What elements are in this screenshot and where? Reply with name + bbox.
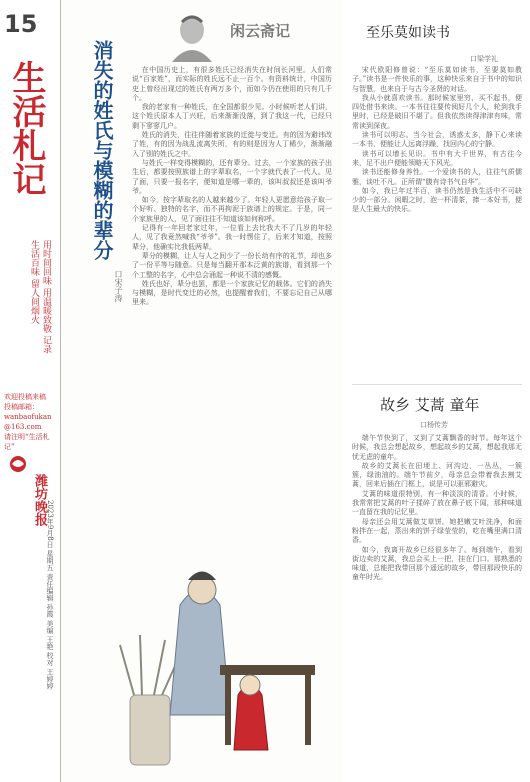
side1-paragraph: 读书可以增长见识。书中有大千世界，有古往今来，足不出户便能领略天下风光。 (352, 149, 522, 167)
newspaper-name: 潍坊晚报 (32, 474, 47, 526)
side2-body (352, 434, 522, 774)
article-paragraph: 与姓氏一样变得模糊的，还有辈分。过去，一个家族的孩子出生后，都要按照族谱上的字辈取名，一个字就代表了一代人。见了面，只要一报名字，便知道是哪一辈的，该叫叔叔还是该叫爷爷。 (132, 158, 332, 195)
article-paragraph: 辈分的模糊，让人与人之间少了一份长幼有序的礼节，却也多了一份平等与随意。只是每当翻开那本泛黄的族谱，看到那一个个工整的名字，心中总会涌起一种说不清的感慨。 (132, 251, 332, 279)
email-label: 投稿邮箱： (4, 403, 39, 411)
submission-note: 请注明“生活札记” (4, 433, 50, 451)
page-number: 15 (4, 10, 38, 38)
article-paragraph: 姓氏的消失，往往伴随着家族的迁徙与变迁。有的因为避讳改了姓，有的因为战乱流离失所，有的则是因为人丁稀少，渐渐融入了别的姓氏之中。 (132, 131, 332, 158)
article-title: 消失的姓氏与模糊的辈分 (90, 40, 114, 260)
column-portrait-icon (164, 10, 220, 62)
side2-title: 故乡 艾蒿 童年 (380, 396, 480, 414)
side2-paragraph: 故乡的艾蒿长在田埂上、河沟边，一丛丛，一簇簇，绿油油的。端午节前夕，母亲总会带着我去割艾蒿，回来后插在门框上，说是可以驱邪避灾。 (352, 461, 522, 489)
contact-label: 欢迎投稿来稿 (4, 393, 46, 401)
side1-paragraph: 我从小就喜欢读书。那时候家里穷，买不起书，便四处借书来读。一本书往往要传阅好几个人，轮到我手里时，已经是破旧不堪了。但我依然读得津津有味，常常读到深夜。 (352, 93, 522, 130)
article-byline: 口宋子涛 (114, 270, 123, 302)
column-name: 闲云斋记 (230, 22, 291, 40)
masthead-info: 2023年9月8日 星期五 责任编辑 孙霞 美编 王艳 校对 王婷婷 (46, 500, 54, 690)
side1-byline: 口梁学礼 (470, 55, 498, 63)
contact-info (4, 392, 56, 452)
side2-byline: 口杨传芳 (420, 421, 448, 429)
section-divider (352, 384, 522, 385)
scholar-illustration-icon (110, 545, 340, 775)
side1-body (352, 66, 522, 408)
side2-paragraph: 如今，我离开故乡已经很多年了。每到端午，看到街边卖的艾蒿，我总会买上一把，挂在门口。那熟悉的味道，总能把我带回那个遥远的故乡，带回那段快乐的童年时光。 (352, 545, 522, 582)
column-divider (60, 0, 61, 782)
email-address[interactable]: wanbaofukan@163.com (4, 413, 52, 431)
side1-paragraph: 读书可以明志。当今社会，诱惑太多，静下心来读一本书，便能让人远离浮躁，找回内心的宁静。 (352, 131, 522, 149)
side1-title: 至乐莫如读书 (366, 25, 450, 41)
article-paragraph: 姓氏也好，辈分也罢，都是一个家族记忆的载体。它们的消失与模糊，是时代变迁的必然，也提醒着我们，不要忘记自己从哪里来。 (132, 279, 332, 307)
side2-paragraph: 艾蒿的味道很特别，有一种淡淡的清香。小时候，我常常把艾蒿的叶子揉碎了放在鼻子底下闻，那种味道一直留在我的记忆里。 (352, 489, 522, 517)
side1-paragraph: 读书还能修身养性。一个爱读书的人，往往气质儒雅，谈吐不凡。正所谓“腹有诗书气自华”。 (352, 168, 522, 186)
article-paragraph: 我的老家有一种姓氏，在全国都很少见。小时候听老人们讲，这个姓氏原本人丁兴旺，后来渐渐没落，到了我这一代，已经只剩下寥寥几户。 (132, 103, 332, 130)
article-paragraph: 如今，按字辈取名的人越来越少了。年轻人更愿意给孩子取一个好听、独特的名字，而不再拘泥于族谱上的规定。于是，同一个家族里的人，见了面往往不知道该如何称呼。 (132, 196, 332, 223)
section-banner (0, 0, 58, 782)
side2-paragraph: 端午节快到了，又到了艾蒿飘香的时节。每年这个时候，我总会想起故乡，想起故乡的艾蒿，想起我那无忧无虑的童年。 (352, 434, 522, 461)
section-slogan: 用时间回味 用温暖致敬 记录生活百味 留人间烟火 (29, 240, 51, 354)
article-paragraph: 在中国历史上，有很多姓氏已经消失在时间长河里。人们常说“百家姓”，而实际的姓氏远不止一百个。有资料统计，中国历史上曾经出现过的姓氏有两万多个，而如今仍在使用的只有几千个。 (132, 66, 332, 102)
side1-paragraph: 宋代欧阳修曾说：“至乐莫如读书，至要莫如教子。”读书是一件快乐的事，这种快乐来自于书中的知识与智慧，也来自于与古今圣贤的对话。 (352, 66, 522, 93)
side1-paragraph: 如今，我已年过半百，读书仍然是我生活中不可缺少的一部分。闲暇之时，泡一杯清茶，捧一本好书，便是人生最大的快乐。 (352, 186, 522, 214)
section-title: 生活札记 (6, 60, 46, 196)
article-paragraph: 记得有一年回老家过年，一位看上去比我大不了几岁的年轻人，见了我竟然喊我“爷爷”。我一时愣住了，后来才知道，按照辈分，他确实比我低两辈。 (132, 224, 332, 251)
article-body (132, 66, 332, 536)
side2-paragraph: 母亲还会用艾蒿做艾草饼。她把嫩艾叶洗净，和面粉拌在一起，蒸出来的饼子绿莹莹的，吃在嘴里满口清香。 (352, 517, 522, 545)
